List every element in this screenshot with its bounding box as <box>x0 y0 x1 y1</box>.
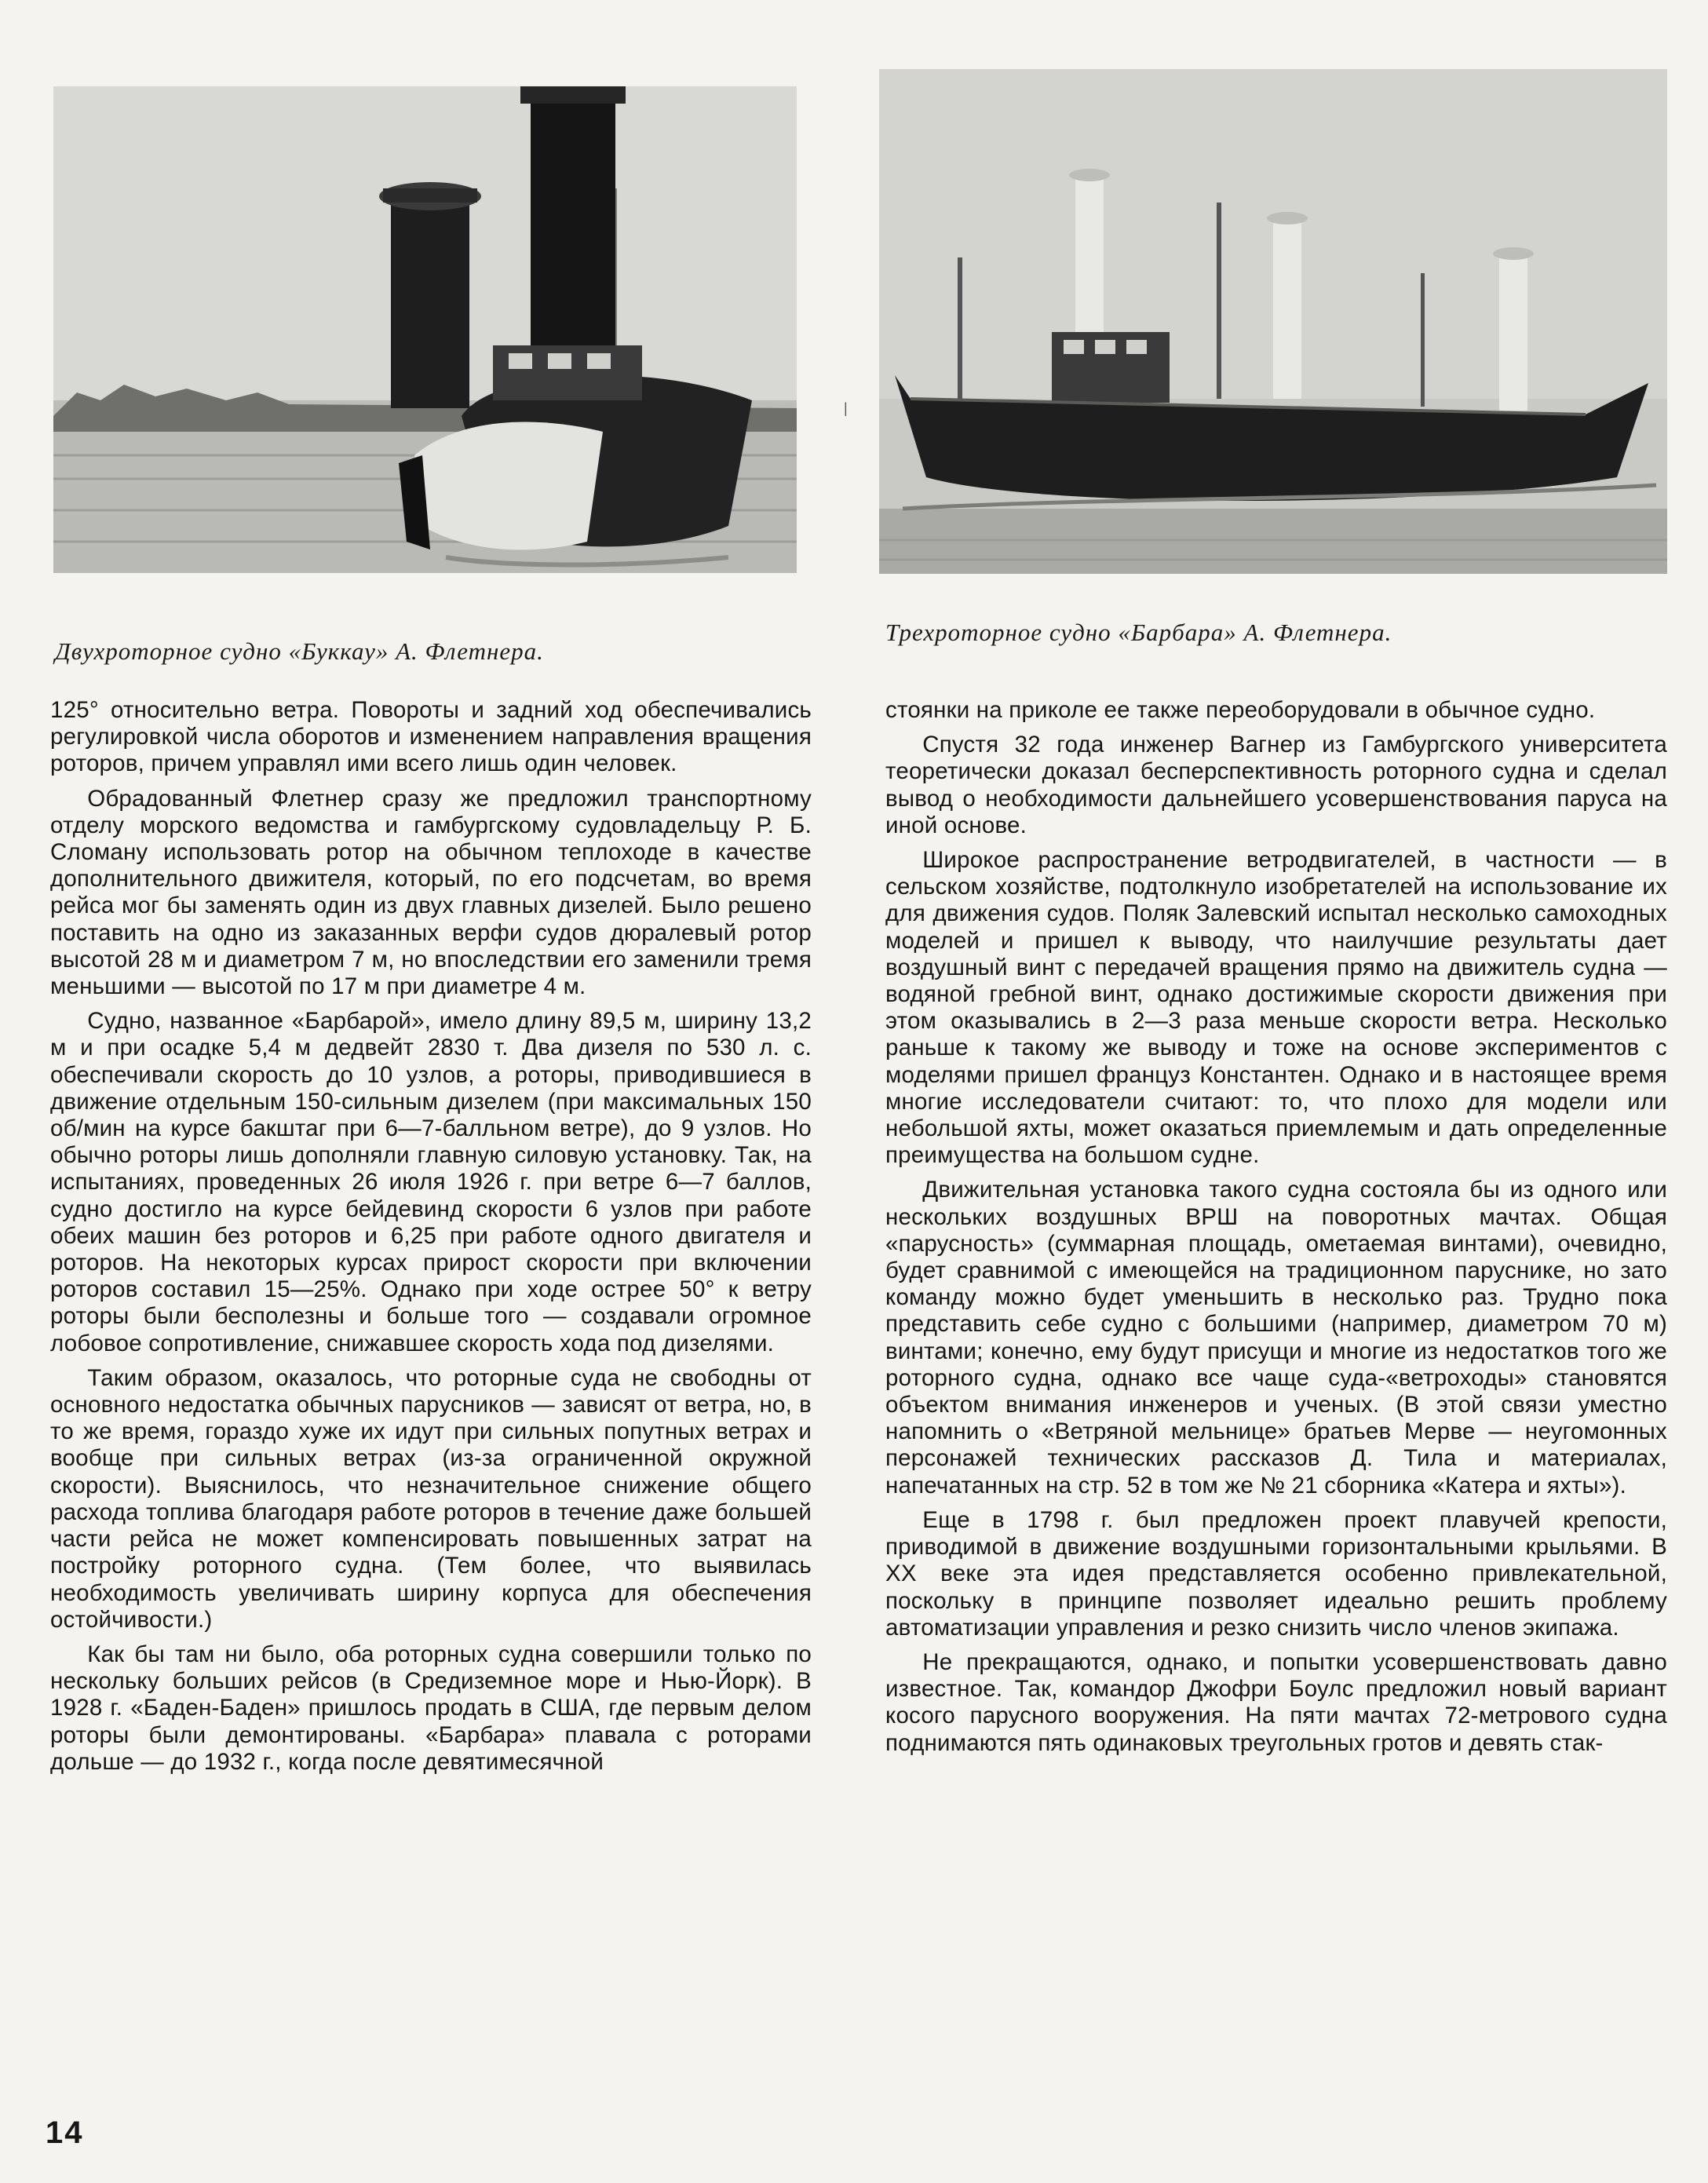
three-rotor-ship-illustration <box>879 69 1667 574</box>
figure-caption-2: Трехроторное судно «Барбара» А. Флетнера. <box>885 619 1392 646</box>
margin-mark: | <box>844 400 848 416</box>
paragraph: Движительная установка такого судна состояла бы из одного или нескольких воздушных ВРШ на поворотных мачтах. Общая «парусность» (суммарная площадь, ометаемая винтами), очевидно, будет сравнимой с имеющейся на традиционном паруснике, но зато команду можно будет уменьшить в несколько раз. Трудно пока представить себе судно с большими (например, диаметром 70 м) винтами; конечно, ему будут присущи и многие из недостатков того же роторного судна, однако все чаще суда-«ветроходы» становятся объектом внимания инженеров и ученых. (В этой связи уместно напомнить о «Ветряной мельнице» братьев Мерве — неугомонных персонажей технических рассказов Д. Тила и материалах, напечатанных на стр. 52 в том же № 21 сборника «Катера и яхты»). <box>885 1177 1667 1499</box>
paragraph: 125° относительно ветра. Повороты и задний ход обеспечивались регулировкой числа оборотов и изменением направления вращения роторов, причем управлял ими всего лишь один человек. <box>50 697 812 777</box>
paragraph: Таким образом, оказалось, что роторные суда не свободны от основного недостатка обычных парусников — зависят от ветра, но, в то же время, гораздо хуже их идут при сильных попутных ветрах и вообще при сильных ветрах (из-за ограниченной окружной скорости). Выяснилось, что незначительное снижение общего расхода топлива благодаря работе роторов в течение даже большей части рейса не может компенсировать повышенных затрат на постройку роторного судна. (Тем более, что выявилась необходимость увеличивать ширину корпуса для обеспечения остойчивости.) <box>50 1364 812 1633</box>
paragraph: Еще в 1798 г. был предложен проект плавучей крепости, приводимой в движение воздушными горизонтальными крыльями. В XX веке эта идея представляется особенно привлекательной, поскольку в принципе позволяет идеально решить проблему автоматизации управления и резко снизить число членов экипажа. <box>885 1506 1667 1641</box>
page-number: 14 <box>46 2115 84 2150</box>
two-rotor-ship-illustration <box>53 86 797 573</box>
paragraph: Спустя 32 года инженер Вагнер из Гамбургского университета теоретически доказал бесперспективность роторного судна и сделал вывод о необходимости дальнейшего усовершенствования паруса на иной основе. <box>885 732 1667 838</box>
three-rotor-ship-photo <box>879 69 1667 574</box>
figure-caption-1: Двухроторное судно «Буккау» А. Флетнера. <box>55 637 544 665</box>
paragraph: Судно, названное «Барбарой», имело длину 89,5 м, ширину 13,2 м и при осадке 5,4 м дедвейт 2830 т. Два дизеля по 530 л. с. обеспечивали скорость до 10 узлов, а роторы, приводившиеся в движение отдельным 150-сильным дизелем (при максимальных 150 об/мин на курсе бакштаг при 6—7-балльном ветре), до 9 узлов. Но обычно роторы лишь дополняли главную силовую установку. Так, на испытаниях, проведенных 26 июля 1926 г. при ветре 6—7 баллов, судно достигло на курсе бейдевинд скорости 6 узлов при работе обеих машин без роторов и 6,25 при работе одного двигателя и роторов. На некоторых курсах прирост скорости при включении роторов составил 15—25%. Однако при ходе острее 50° к ветру роторы были бесполезны и больше того — создавали огромное лобовое сопротивление, снижавшее скорость хода под дизелями. <box>50 1008 812 1356</box>
paragraph: стоянки на приколе ее также переоборудовали в обычное судно. <box>885 697 1596 723</box>
right-text-column <box>885 697 1667 1765</box>
paragraph: Обрадованный Флетнер сразу же предложил транспортному отделу морского ведомства и гамбургскому судовладельцу Р. Б. Сломану использовать ротор на обычном теплоходе в качестве дополнительного движителя, который, по его подсчетам, во время рейса мог бы заменять один из двух главных дизелей. Было решено поставить на одно из заказанных верфи судов дюралевый ротор высотой 28 м и диаметром 7 м, но впоследствии его заменили тремя меньшими — высотой по 17 м при диаметре 4 м. <box>50 785 812 1000</box>
paragraph: Не прекращаются, однако, и попытки усовершенствовать давно известное. Так, командор Джофри Боулс предложил новый вариант косого парусного вооружения. На пяти мачтах 72-метрового судна поднимаются пять одинаковых треугольных гротов и девять стак- <box>885 1648 1667 1756</box>
left-text-column <box>50 697 812 1783</box>
paragraph: Широкое распространение ветродвигателей, в частности — в сельском хозяйстве, подтолкнуло изобретателей на использование их для движения судов. Поляк Залевский испытал несколько самоходных моделей и пришел к выводу, что наилучшие результаты дает воздушный винт с передачей вращения прямо на движитель судна — водяной гребной винт, однако достижимые скорости движения при этом оказывались в 2—3 раза меньше скорости ветра. Несколько раньше к такому же выводу и тоже на основе экспериментов с моделями пришел француз Константен. Однако и в настоящее время многие исследователи считают: то, что плохо для модели или небольшой яхты, может оказаться приемлемым и дать определенные преимущества на большом судне. <box>885 847 1667 1169</box>
two-rotor-ship-photo <box>53 86 797 573</box>
paragraph: Как бы там ни было, оба роторных судна совершили только по нескольку больших рейсов (в Средиземное море и Нью-Йорк). В 1928 г. «Баден-Баден» пришлось продать в США, где первым делом роторы были демонтированы. «Барбара» плавала с роторами дольше — до 1932 г., когда после девятимесячной <box>50 1641 812 1775</box>
